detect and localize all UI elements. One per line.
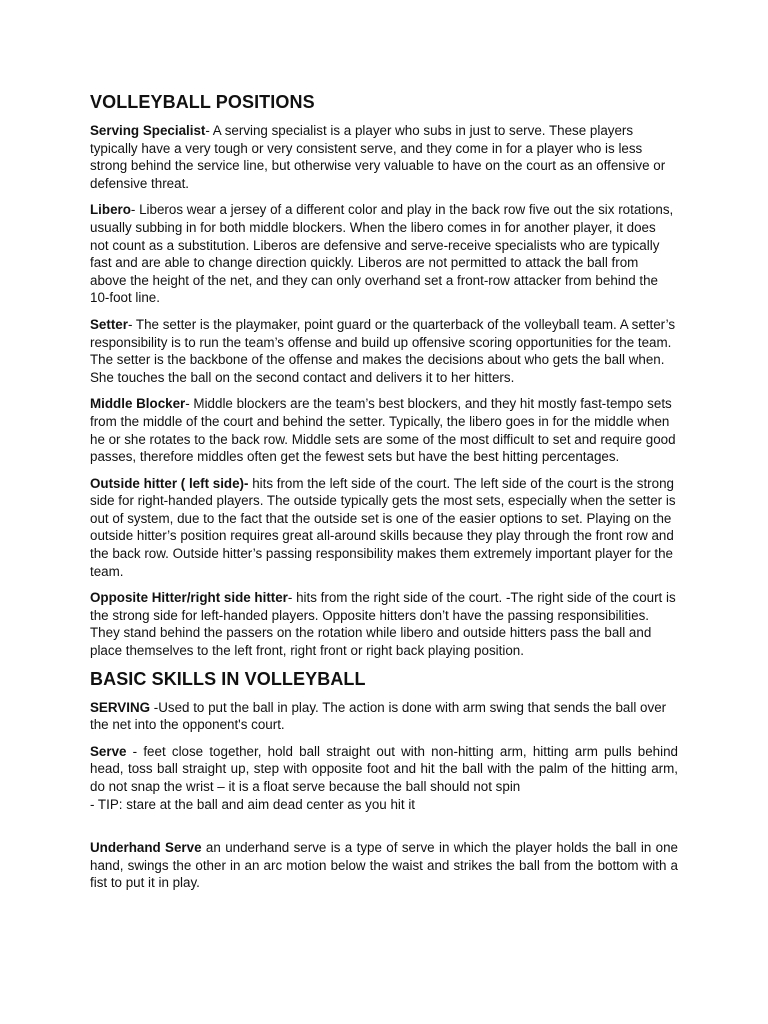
paragraph-serving-specialist (90, 122, 678, 192)
desc-libero: - Liberos wear a jersey of a different color and play in the back row five out the six rotations, usually subbing in for both middle blockers. When the libero comes in for another player, it does not count as a substitution. Liberos are defensive and serve-receive specialists who are typically fast and are able to change direction quickly. Liberos are not permitted to attack the ball from above the height of the net, and they can only overhand set a front-row attacker from behind the 10-foot line. (90, 202, 674, 306)
desc-serve: - feet close together, hold ball straight out with non-hitting arm, hitting arm pulls behind head, toss ball straight up, step with opposite foot and hit the ball with the palm of the hitting arm, do not snap the wrist – it is a float serve because the ball should not spin (90, 743, 678, 794)
term-serve: Serve (90, 743, 127, 759)
page-title: VOLLEYBALL POSITIONS (90, 92, 315, 112)
document-page (90, 92, 678, 901)
spacer (90, 813, 678, 839)
paragraph-serve (90, 743, 678, 796)
paragraph-serving (90, 699, 678, 734)
term-opposite-hitter: Opposite Hitter/right side hitter (90, 590, 288, 606)
term-underhand-serve: Underhand Serve (90, 840, 202, 856)
desc-underhand-serve: an underhand serve is a type of serve in which the player holds the ball in one hand, swings the other in an arc motion below the waist and strikes the ball from the bottom with a fist to put it in play. (90, 840, 678, 891)
term-libero: Libero (90, 202, 131, 218)
paragraph-underhand-serve (90, 839, 678, 892)
desc-middle-blocker: - Middle blockers are the team’s best blockers, and they hit mostly fast-tempo sets from the middle of the court and behind the setter. Typically, the libero goes in for the middle when he or she rotates to the back row. Middle sets are some of the most difficult to set and require good passes, therefore middles often get the fewest sets but have the best hitting percentages. (90, 396, 676, 465)
desc-serving-specialist: - A serving specialist is a player who subs in just to serve. These players typically have a very tough or very consistent serve, and they come in for a player who is less strong behind the service line, but otherwise very valuable to have on the court as an offensive or defensive threat. (90, 123, 666, 191)
desc-serving: -Used to put the ball in play. The action is done with arm swing that sends the ball over the net into the opponent's court. (90, 699, 667, 733)
term-middle-blocker: Middle Blocker (90, 396, 186, 412)
desc-setter: - The setter is the playmaker, point guard or the quarterback of the volleyball team. A setter’s responsibility is to run the team’s offense and build up offensive scoring opportunities for the team. The setter is the backbone of the offense and makes the decisions about who gets the ball when. She touches the ball on the second contact and delivers it to her hitters. (90, 316, 676, 385)
term-serving: SERVING (90, 699, 151, 715)
term-serving-specialist: Serving Specialist (90, 123, 206, 138)
term-setter: Setter (90, 316, 128, 332)
term-outside-hitter: Outside hitter ( left side)- (90, 475, 249, 491)
paragraph-libero (90, 201, 678, 307)
paragraph-outside-hitter (90, 475, 678, 581)
desc-outside-hitter: hits from the left side of the court. The left side of the court is the strong side for right-handed players. The outside typically gets the most sets, especially when the setter is out of system, due to the fact that the outside set is one of the easier options to set. Playing on the outside hitter’s position requires great all-around skills because they play through the front row and the back row. Outside hitter’s passing responsibility makes them extremely important player for the team. (90, 475, 676, 579)
paragraph-middle-blocker (90, 395, 678, 465)
desc-opposite-hitter: - hits from the right side of the court. -The right side of the court is the strong side for left-handed players. Opposite hitters don’t have the passing responsibilities. They stand behind the passers on the rotation while libero and outside hitters pass the ball and place themselves to the left front, right front or right back playing position. (90, 590, 676, 659)
paragraph-opposite-hitter (90, 589, 678, 659)
section-title-basic-skills: BASIC SKILLS IN VOLLEYBALL (90, 668, 366, 689)
paragraph-setter (90, 316, 678, 386)
serve-tip: - TIP: stare at the ball and aim dead center as you hit it (90, 796, 416, 812)
